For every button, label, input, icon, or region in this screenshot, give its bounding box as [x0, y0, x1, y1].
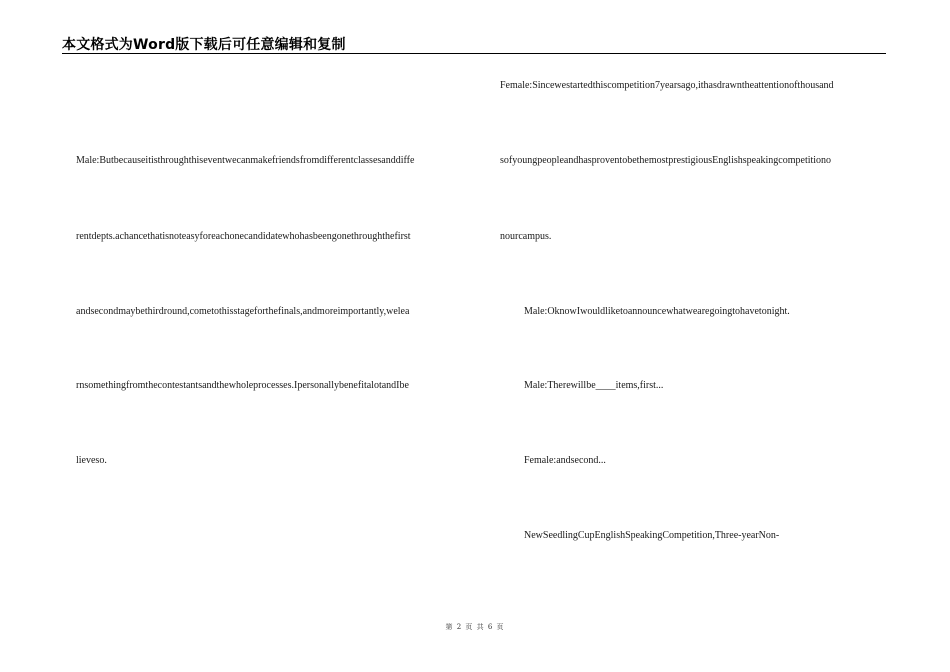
text-line: andsecondmaybethirdround,cometothisstageforthefinals,andmoreimportantly,welea	[76, 306, 410, 317]
text-line: Male:OknowIwouldliketoannouncewhatwearegoingtohavetonight.	[524, 306, 790, 317]
text-line: rnsomethingfromthecontestantsandthewholeprocesses.IpersonallybenefitalotandIbe	[76, 380, 409, 391]
text-line: Female:andsecond...	[524, 455, 606, 466]
header-divider	[62, 53, 886, 54]
text-line: sofyoungpeopleandhasproventobethemostprestigiousEnglishspeakingcompetitiono	[500, 155, 832, 166]
text-line: NewSeedlingCupEnglishSpeakingCompetition,Three-yearNon-	[524, 530, 780, 541]
page-number: 第 2 页 共 6 页	[445, 623, 505, 631]
header-title: 本文格式为Word版下载后可任意编辑和复制	[62, 37, 346, 53]
text-line: rentdepts.achancethatisnoteasyforeachonecandidatewhohasbeengonethroughthefirst	[76, 231, 411, 242]
text-line: lieveso.	[76, 455, 107, 466]
text-line: nourcampus.	[500, 231, 552, 242]
text-line: Female:Sincewestartedthiscompetition7yearsago,ithasdrawntheattentionofthousand	[500, 80, 834, 91]
text-line: Male:Therewillbe____items,first...	[524, 380, 664, 391]
text-line: Male:Butbecauseitisthroughthiseventwecanmakefriendsfromdifferentclassesanddiffe	[76, 155, 415, 166]
